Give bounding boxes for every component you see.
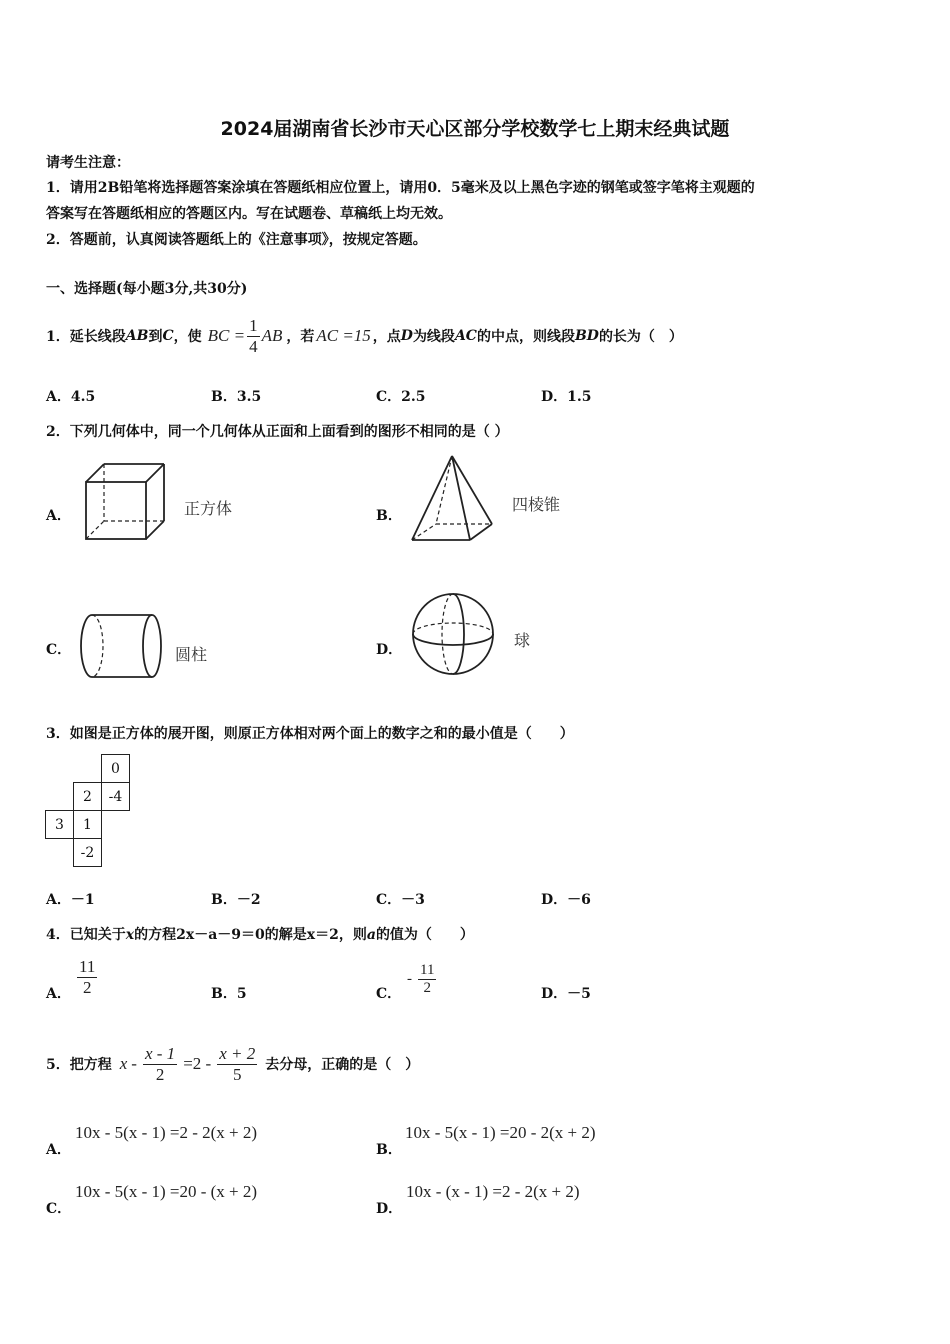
- q4-solution: x＝2: [306, 927, 339, 943]
- q3-option-b[interactable]: B．－2: [211, 892, 261, 908]
- q2-option-d[interactable]: D．: [376, 642, 403, 658]
- question-2: 2．下列几何体中，同一个几何体从正面和上面看到的图形不相同的是（ ）: [46, 424, 509, 440]
- q1-ab: AB: [125, 328, 149, 344]
- q4-x: x: [125, 927, 135, 943]
- question-4: [46, 924, 474, 944]
- q4-c-den: 2: [423, 980, 431, 996]
- cylinder-label: 圆柱: [175, 645, 208, 664]
- q4-c-sign: -: [407, 971, 412, 987]
- q5-minus: -: [131, 1054, 137, 1073]
- q3-option-a[interactable]: A．－1: [46, 892, 95, 908]
- cube-figure: [82, 460, 172, 545]
- q5-fraction-1: [143, 1044, 177, 1085]
- q1-end: 的长为（ ）: [598, 329, 683, 345]
- q4-a: a: [366, 927, 376, 943]
- q1-d: D: [400, 328, 413, 344]
- q5-expr-b: 10x - 5(x - 1) =20 - 2(x + 2): [405, 1123, 596, 1142]
- q5-expr-c: 10x - 5(x - 1) =20 - (x + 2): [75, 1182, 258, 1201]
- q1-option-c[interactable]: C．2.5: [376, 389, 426, 405]
- q4-option-c[interactable]: C．: [376, 986, 402, 1002]
- q1-ab2: AB: [261, 326, 283, 345]
- q2-option-c[interactable]: C．: [46, 642, 72, 658]
- q5-x: x: [119, 1054, 128, 1073]
- q1-mid1: ，点: [372, 329, 401, 345]
- q1-frac-den: 4: [249, 336, 258, 356]
- q4-mid1: 的方程: [134, 927, 177, 943]
- q5-expr-a: 10x - 5(x - 1) =2 - 2(x + 2): [75, 1123, 258, 1142]
- q4-option-a[interactable]: A．: [46, 986, 71, 1002]
- q4-option-b[interactable]: B．5: [211, 986, 247, 1002]
- question-3: 3．如图是正方体的展开图，则原正方体相对两个面上的数字之和的最小值是（ ）: [46, 726, 574, 742]
- q1-frac-num: 1: [249, 315, 258, 335]
- q4-c-num: 11: [420, 962, 435, 978]
- net-cell: -2: [74, 839, 102, 867]
- q2-option-a[interactable]: A．: [46, 508, 71, 524]
- sphere-figure: [410, 590, 498, 678]
- section-heading: 一、选择题(每小题3分,共30分): [46, 281, 248, 297]
- q4-mid2: 的解是: [264, 927, 307, 943]
- q4-option-d[interactable]: D．－5: [541, 986, 591, 1002]
- sphere-label: 球: [514, 631, 531, 650]
- q5-option-c[interactable]: C．: [46, 1201, 72, 1217]
- q1-mid3: 的中点，则线段: [476, 329, 575, 345]
- q3-option-c[interactable]: C．－3: [376, 892, 425, 908]
- notice-line-1b: 答案写在答题纸相应的答题区内。写在试题卷、草稿纸上均无效。: [46, 206, 452, 222]
- notice-line-2: 2．答题前，认真阅读答题纸上的《注意事项》，按规定答题。: [46, 232, 427, 248]
- q1-make: ，使: [173, 329, 202, 345]
- q4-a-den: 2: [77, 977, 97, 998]
- q3-option-d[interactable]: D．－6: [541, 892, 591, 908]
- q5-pre: 5．把方程: [46, 1057, 112, 1073]
- cube-net: [45, 754, 130, 867]
- q1-c: C: [162, 328, 174, 344]
- q5-option-a[interactable]: A．: [46, 1142, 71, 1158]
- q5-den-1: 2: [155, 1064, 165, 1084]
- q5-num-2: x + 2: [219, 1043, 256, 1063]
- q1-option-a[interactable]: A．4.5: [46, 389, 96, 405]
- q5-option-b[interactable]: B．: [376, 1142, 402, 1158]
- q1-bc-eq: BC =: [207, 326, 246, 345]
- q5-eq: =2 -: [183, 1054, 212, 1073]
- q5-den-2: 5: [232, 1064, 242, 1084]
- q5-expr-d: 10x - (x - 1) =2 - 2(x + 2): [406, 1182, 580, 1201]
- q4-end: 的值为（ ）: [375, 927, 474, 943]
- cylinder-figure: [78, 612, 168, 682]
- cube-label: 正方体: [184, 499, 233, 518]
- net-cell: 0: [102, 755, 130, 783]
- q1-bd: BD: [574, 328, 599, 344]
- pyramid-figure: [406, 454, 498, 544]
- q1-mid2: 为线段: [412, 329, 455, 345]
- q4-mid3: ，则: [338, 927, 367, 943]
- q4-a-num: 11: [79, 957, 96, 976]
- q5-fraction-2: [217, 1044, 257, 1085]
- q4-pre: 4．已知关于: [46, 927, 126, 943]
- q4-a-fraction: [77, 957, 97, 998]
- q4-equation: 2x－a－9＝0: [176, 927, 265, 943]
- page-title: 2024届湖南省长沙市天心区部分学校数学七上期末经典试题: [220, 118, 730, 140]
- q1-pre: 1．延长线段: [46, 329, 126, 345]
- q5-option-d[interactable]: D．: [376, 1201, 403, 1217]
- notice-heading: 请考生注意：: [46, 155, 130, 171]
- pyramid-label: 四棱锥: [512, 495, 561, 514]
- notice-line-1a: 1．请用2B铅笔将选择题答案涂填在答题纸相应位置上，请用0．5毫米及以上黑色字迹的钢笔或签字笔将主观题的: [46, 180, 755, 196]
- q1-option-b[interactable]: B．3.5: [211, 389, 262, 405]
- q1-ac2: AC: [454, 328, 477, 344]
- net-cell: 3: [46, 811, 74, 839]
- q1-if: ，若: [286, 329, 315, 345]
- q5-num-1: x - 1: [144, 1043, 176, 1063]
- q1-to: 到: [148, 329, 163, 345]
- question-1: [46, 312, 683, 360]
- net-cell: -4: [102, 783, 130, 811]
- q5-end: 去分母，正确的是（ ）: [265, 1057, 420, 1073]
- q2-option-b[interactable]: B．: [376, 508, 402, 524]
- net-cell: 2: [74, 783, 102, 811]
- q4-c-fraction: [418, 962, 436, 997]
- net-cell: 1: [74, 811, 102, 839]
- question-5: [46, 1039, 419, 1089]
- q1-option-d[interactable]: D．1.5: [541, 389, 592, 405]
- q1-fraction: [247, 316, 260, 357]
- q1-ac-eq: AC =15: [316, 326, 371, 345]
